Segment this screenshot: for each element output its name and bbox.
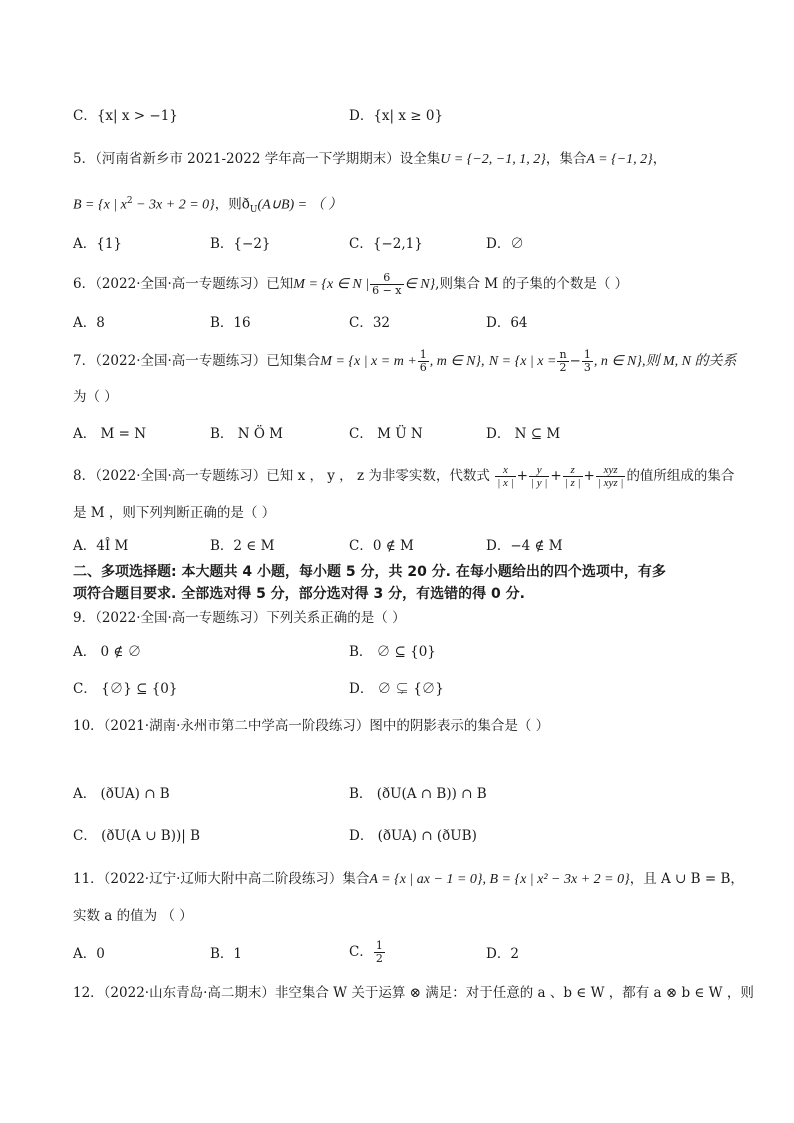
- q6-option-c: C．32: [349, 315, 391, 331]
- question-5-line2: B = {x | $x^2 - 3x + 2 = 0$}，则$ð_U(A\cup B)$ = （ ）: [73, 196, 343, 216]
- q9-option-d: D． ∅ ⊊ {∅}: [349, 681, 444, 697]
- q10-option-a: A． (ðUA) ∩ B: [73, 786, 170, 802]
- q9-option-c: C． {∅} ⊆ {0}: [73, 681, 178, 697]
- q9-option-a: A． 0 ∉ ∅: [73, 644, 142, 660]
- question-12-stem: 12．（2022·山东青岛·高二期末）非空集合 W 关于运算 ⊗ 满足：对于任意的 a 、b ∈ W ，都有 a ⊗ b ∈ W ，则: [73, 985, 754, 1001]
- option-c: C．{x| x > −1}: [73, 108, 178, 124]
- question-7-line1: 7．（2022·全国·高一专题练习）已知集合M = {x | x = m + $\frac{1}{6}$ , m ∈ N}, N = {x | x = $\frac{n}{2}$ − $\frac{1}{3}$ , n ∈ N},则 M, N 的关系: [73, 348, 737, 374]
- q5-option-a: A．{1}: [73, 236, 123, 252]
- section-heading-line2: 项符合题目要求. 全部选对得 5 分，部分选对得 3 分，有选错的得 0 分.: [73, 586, 525, 602]
- question-5-line1: 5．（河南省新乡市 2021-2022 学年高一下学期期末）设全集U = {−2, −1, 1, 2}，集合A = {−1, 2}，: [73, 151, 667, 167]
- q11-option-d: D．2: [486, 946, 519, 962]
- question-8-line1: 8．（2022·全国·高一专题练习）已知 x ， y ， z 为非零实数，代数式 $\frac{x}{| x |}$ + $\frac{y}{| y |}$ + $\frac{z}{| z |}$ + $\frac{\text{xyz}}{\text{| xyz |}}$ 的值所组成的集合: [73, 464, 735, 489]
- q6-option-a: A．8: [73, 315, 105, 331]
- q7-option-b: B． N Ö M: [210, 426, 283, 442]
- q8-option-d: D．−4 ∉ M: [486, 538, 563, 554]
- q11-option-a: A．0: [73, 946, 105, 962]
- option-d: D．{x| x ≥ 0}: [349, 108, 444, 124]
- question-9-stem: 9．（2022·全国·高一专题练习）下列关系正确的是（ ）: [73, 610, 406, 626]
- q5-option-c: C．{−2,1}: [349, 236, 423, 252]
- q8-option-a: A．4Î M: [73, 538, 129, 554]
- question-10-stem: 10．（2021·湖南·永州市第二中学高一阶段练习）图中的阴影表示的集合是（ ）: [73, 718, 550, 734]
- question-7-line2: 为（ ）: [73, 389, 118, 405]
- question-11-line1: 11．（2022·辽宁·辽师大附中高二阶段练习）集合A = {x | ax − 1 = 0}, B = {x | x² − 3x + 2 = 0}，且 A ∪ B = B，: [73, 871, 744, 887]
- section-heading-line1: 二、多项选择题: 本大题共 4 小题，每小题 5 分，共 20 分. 在每小题给出的四个选项中，有多: [73, 564, 666, 580]
- q11-option-b: B．1: [210, 946, 243, 962]
- q7-option-c: C． M Ü N: [349, 426, 423, 442]
- q5-option-b: B．{−2}: [210, 236, 271, 252]
- q10-option-b: B． (ðU(A ∩ B)) ∩ B: [349, 786, 487, 802]
- q6-option-b: B．16: [210, 315, 251, 331]
- q5-option-d: D．∅: [486, 236, 524, 252]
- question-11-line2: 实数 a 的值为 （ ）: [73, 908, 193, 924]
- q7-option-d: D． N ⊆ M: [486, 426, 561, 442]
- q8-option-b: B．2 ∈ M: [210, 538, 275, 554]
- q10-option-d: D． (ðUA) ∩ (ðUB): [349, 828, 477, 844]
- q10-option-c: C． (ðU(A ∪ B))| B: [73, 828, 201, 844]
- q7-option-a: A． M = N: [73, 426, 147, 442]
- question-8-line2: 是 M ，则下列判断正确的是（ ）: [73, 505, 276, 521]
- q8-option-c: C．0 ∉ M: [349, 538, 414, 554]
- question-6-stem: 6．（2022·全国·高一专题练习）已知M = {x ∈ N | $\frac{6}{6 - x}$ ∈ N},则集合 M 的子集的个数是（ ）: [73, 271, 629, 297]
- q9-option-b: B． ∅ ⊆ {0}: [349, 644, 436, 660]
- q11-option-c: C． $\frac{1}{2}$: [349, 939, 383, 965]
- q6-option-d: D．64: [486, 315, 528, 331]
